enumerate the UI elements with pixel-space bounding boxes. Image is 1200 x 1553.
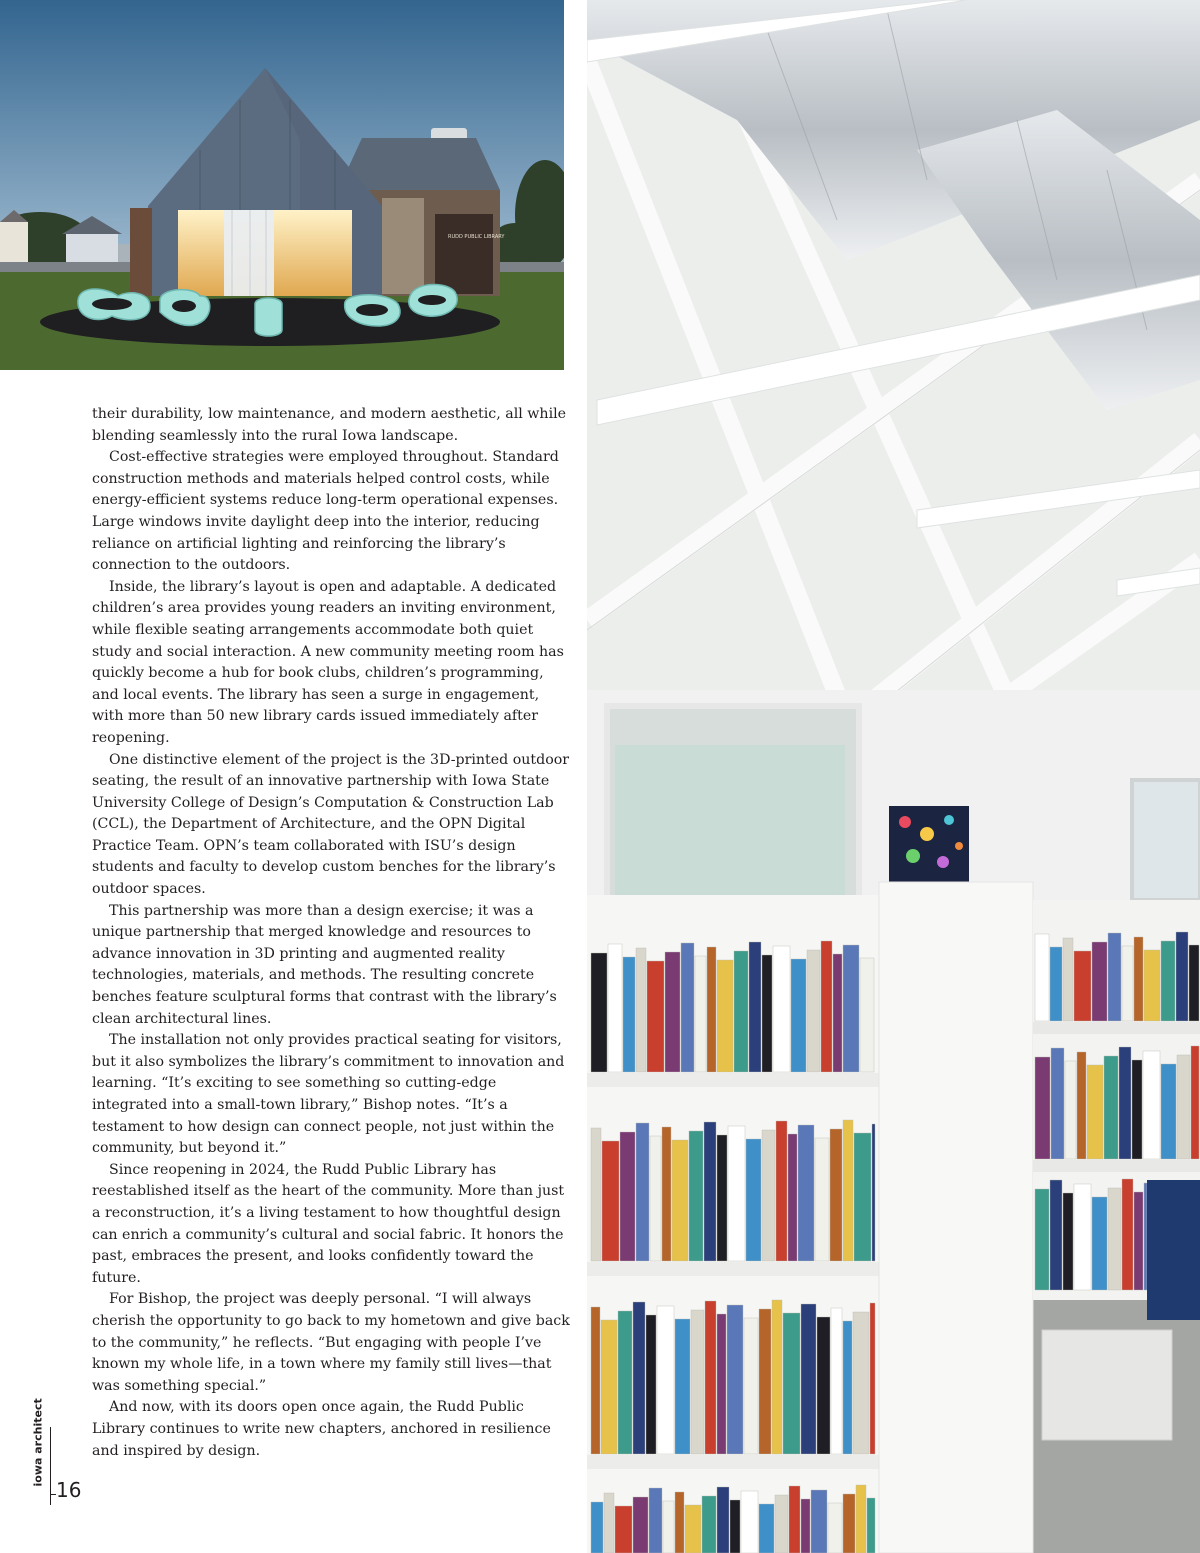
article-paragraph: Inside, the library’s layout is open and adaptable. A dedicated children’s area provides young readers an inviting environment, while flexible seating arrangements accommodate both quiet study and social interaction. A new community meeting room has quickly become a hub for book clubs, children’s programming, and local events. The library has seen a surge in engagement, with more than 50 new library cards issued immediately after reopening. <box>92 578 564 746</box>
book-spine <box>691 1310 704 1454</box>
article-paragraph: One distinctive element of the project is the 3D-printed outdoor seating, the result of an innovative partnership with Iowa State University College of Design’s Computation & Construction Lab (CCL), the Department of Architecture, and the OPN Digital Practice Team. OPN’s team collaborated with ISU’s design students and faculty to develop custom benches for the library’s outdoor spaces. <box>92 751 570 898</box>
book-spine <box>665 952 680 1072</box>
book-spine <box>717 960 733 1072</box>
book-spine <box>773 946 790 1072</box>
book-spine <box>681 943 694 1072</box>
book-spine <box>662 1127 671 1261</box>
book-spine <box>1191 1046 1199 1159</box>
book-spine <box>633 1497 648 1553</box>
book-spine <box>744 1318 758 1454</box>
article-paragraph: And now, with its doors open once again, the Rudd Public Library continues to write new chapters, anchored in resilience and inspired by design. <box>92 1399 551 1459</box>
book-spine <box>1104 1056 1118 1159</box>
book-spine <box>608 944 622 1072</box>
book-spine <box>741 1491 758 1553</box>
book-spine <box>602 1141 619 1261</box>
book-spine <box>1108 933 1121 1021</box>
book-spine <box>1092 1197 1107 1290</box>
book-spine <box>762 955 772 1072</box>
book-spine <box>717 1314 726 1454</box>
article-paragraph: The installation not only provides practical seating for visitors, but it also symbolizes the library’s commitment to innovation and learning. “It’s exciting to see something so cutting-edge integrated into a small-town library,” Bishop notes. “It’s a testament to how design can connect people, not just within the community, but beyond it.” <box>92 1032 565 1157</box>
book-spine <box>591 1502 603 1553</box>
book-spine <box>801 1499 810 1553</box>
book-spine <box>727 1305 743 1454</box>
book-spine <box>860 958 874 1072</box>
book-spine <box>620 1132 635 1261</box>
book-spine <box>717 1487 729 1553</box>
book-spine <box>1122 946 1133 1021</box>
article-paragraph: For Bishop, the project was deeply personal. “I will always cherish the opportunity to go back to my hometown and give back to the community,” he reflects. “But engaging with people I’ve known my whole life, in a town where my family still lives—that was something special.” <box>92 1291 570 1394</box>
book-spine <box>854 1133 871 1261</box>
article-paragraph: This partnership was more than a design exercise; it was a unique partnership that merged knowledge and resources to advance innovation in 3D printing and augmented reality technologies, materials, and methods. The resulting concrete benches feature sculptural forms that contrast with the library’s clean architectural lines. <box>92 902 557 1027</box>
book-spine <box>1108 1188 1121 1290</box>
book-spine <box>1119 1047 1131 1159</box>
book-spine <box>689 1131 703 1261</box>
book-spine <box>650 1136 661 1261</box>
book-spine <box>1132 1060 1142 1159</box>
exterior-photo <box>0 0 564 370</box>
book-spine <box>685 1505 701 1553</box>
book-spine <box>591 1128 601 1261</box>
book-spine <box>1144 1183 1147 1290</box>
book-spine <box>1063 938 1073 1021</box>
book-spine <box>811 1490 827 1553</box>
book-spine <box>1035 1189 1049 1290</box>
book-spine <box>1065 1061 1076 1159</box>
book-spine <box>831 1308 842 1454</box>
book-spine <box>788 1134 797 1261</box>
article-body <box>92 404 570 1462</box>
book-spine <box>772 1300 782 1454</box>
book-spine <box>817 1317 830 1454</box>
book-spine <box>867 1498 875 1553</box>
book-spine <box>1074 951 1091 1021</box>
book-spine <box>636 948 646 1072</box>
book-spine <box>843 1494 855 1553</box>
book-spine <box>815 1138 829 1261</box>
book-spine <box>1122 1179 1133 1290</box>
book-spine <box>830 1129 842 1261</box>
book-spine <box>821 941 832 1072</box>
book-spine <box>1087 1065 1103 1159</box>
article-paragraph: Since reopening in 2024, the Rudd Public Library has reestablished itself as the heart of the community. More than just a reconstruction, it’s a living testament to how thoughtful design can enrich a community’s cultural and social fabric. It honors the past, embraces the present, and looks confidently toward the future. <box>92 1161 565 1286</box>
book-spine <box>705 1301 716 1454</box>
book-spine <box>843 945 859 1072</box>
book-spine <box>1134 1192 1143 1290</box>
book-spine <box>746 1139 761 1261</box>
book-spine <box>1176 932 1188 1021</box>
book-spine <box>1077 1052 1086 1159</box>
book-spine <box>1051 1048 1064 1159</box>
mint-wall <box>615 745 845 895</box>
folio-magazine <box>24 1398 52 1488</box>
book-spine <box>649 1488 662 1553</box>
interior-photo-art <box>587 0 1200 1553</box>
book-spine <box>675 1319 690 1454</box>
exterior-photo-art <box>0 0 564 370</box>
book-spine <box>675 1492 684 1553</box>
book-spine <box>695 956 706 1072</box>
book-spine <box>615 1506 632 1553</box>
book-spine <box>623 957 635 1072</box>
book-spine <box>1144 950 1160 1021</box>
book-spine <box>633 1302 645 1454</box>
article-paragraph: their durability, low maintenance, and modern aesthetic, all while blending seamlessly into the rural Iowa landscape. <box>92 406 567 444</box>
book-spine <box>801 1304 816 1454</box>
book-spine <box>783 1313 800 1454</box>
book-spine <box>1143 1051 1160 1159</box>
book-spine <box>646 1315 656 1454</box>
book-spine <box>775 1495 788 1553</box>
book-spine <box>856 1485 866 1553</box>
book-spine <box>762 1130 775 1261</box>
book-spine <box>1161 941 1175 1021</box>
book-spine <box>1161 1064 1176 1159</box>
bookshelf-left <box>587 895 887 1553</box>
interior-photo <box>587 0 1200 1553</box>
book-spine <box>1035 934 1049 1021</box>
book-spine <box>870 1303 875 1454</box>
article-paragraph: Cost-effective strategies were employed throughout. Standard construction methods and materials helped control costs, while energy-efficient systems reduce long-term operational expenses. Large windows invite daylight deep into the interior, reducing reliance on artificial lighting and reinforcing the library’s connection to the outdoors. <box>92 449 559 574</box>
book-spine <box>636 1123 649 1261</box>
book-spine <box>1177 1055 1190 1159</box>
shelf-end-panel <box>879 882 1033 1553</box>
book-spine <box>604 1493 614 1553</box>
book-spine <box>1050 1180 1062 1290</box>
book-spine <box>1050 947 1062 1021</box>
book-spine <box>833 954 842 1072</box>
book-spine <box>591 953 607 1072</box>
library-sign: RUDD PUBLIC LIBRARY <box>448 234 505 240</box>
book-spine <box>1189 945 1199 1021</box>
book-spine <box>730 1500 740 1553</box>
book-spine <box>591 1307 600 1454</box>
book-spine <box>663 1501 674 1553</box>
book-spine <box>807 950 820 1072</box>
book-spine <box>1074 1184 1091 1290</box>
book-spine <box>853 1312 869 1454</box>
book-spine <box>647 961 664 1072</box>
book-spine <box>707 947 716 1072</box>
side-window <box>1132 780 1200 900</box>
book-spine <box>601 1320 617 1454</box>
book-spine <box>618 1311 632 1454</box>
book-spine <box>704 1122 716 1261</box>
book-spine <box>1063 1193 1073 1290</box>
book-spine <box>749 942 761 1072</box>
book-spine <box>717 1135 727 1261</box>
book-spine <box>798 1125 814 1261</box>
book-spine <box>1035 1057 1050 1159</box>
book-spine <box>789 1486 800 1553</box>
book-spine <box>1134 937 1143 1021</box>
book-spine <box>734 951 748 1072</box>
book-spine <box>791 959 806 1072</box>
book-spine <box>828 1503 842 1553</box>
book-spine <box>776 1121 787 1261</box>
book-spine <box>843 1321 852 1454</box>
book-spine <box>702 1496 716 1553</box>
book-spine <box>728 1126 745 1261</box>
magazine-name: iowa architect <box>31 1398 45 1487</box>
book-spine <box>1092 942 1107 1021</box>
book-spine <box>672 1140 688 1261</box>
book-spine <box>759 1309 771 1454</box>
page-number: 16 <box>56 1478 82 1502</box>
book-spine <box>657 1306 674 1454</box>
book-spine <box>843 1120 853 1261</box>
book-spine <box>872 1124 875 1261</box>
book-spine <box>759 1504 774 1553</box>
